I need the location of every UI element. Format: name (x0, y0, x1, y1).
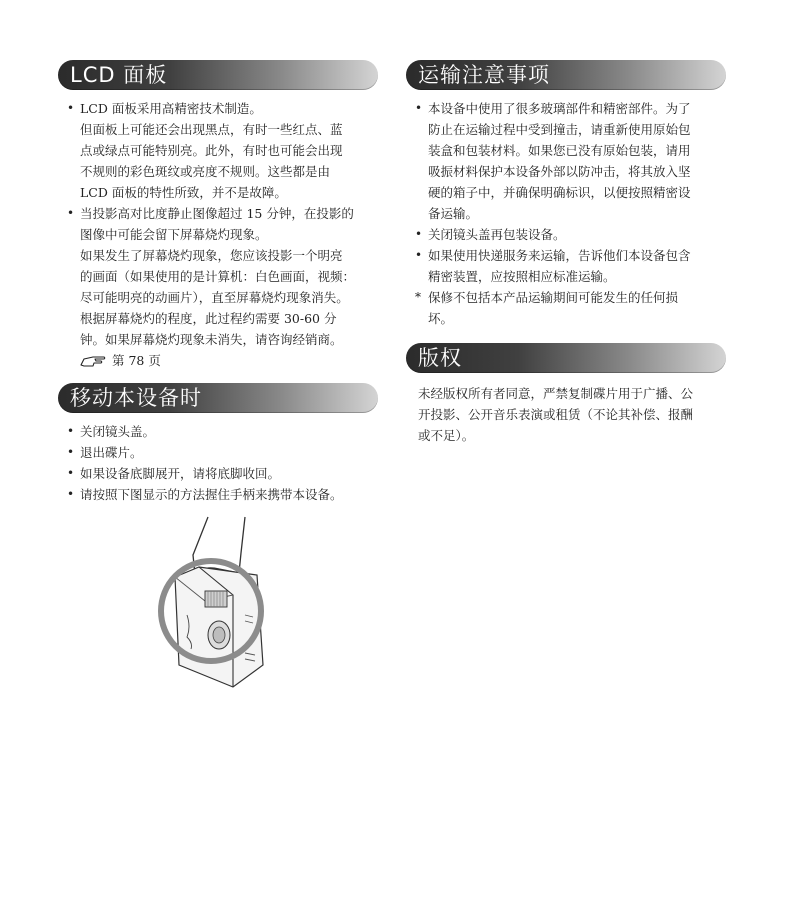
transport-list (406, 98, 726, 329)
moving-section-header (58, 383, 378, 413)
list-item: • LCD 面板采用高精密技术制造。 (67, 101, 262, 116)
page-reference[interactable] (58, 350, 378, 371)
lcd-section-header (58, 60, 378, 90)
transport-section-header (406, 60, 726, 90)
pointing-hand-icon (80, 354, 106, 368)
carry-projector-illustration (153, 515, 283, 695)
moving-heading: 移动本设备时 (70, 386, 202, 410)
list-item: • 关闭镜头盖。 (67, 424, 156, 439)
list-item: • 退出碟片。 (67, 445, 143, 460)
burn-in-paragraph: 如果发生了屏幕烧灼现象，您应该投影一个明亮 的画面（如果使用的是计算机：白色画面，视频： 尽可能明亮的动画片），直至屏幕烧灼现象消失。 根据屏幕烧灼的程度，此过程约需要 30-60 分 钟。如果屏幕烧灼现象未消失，请咨询经销商。 (80, 248, 356, 347)
transport-heading: 运输注意事项 (418, 63, 550, 87)
list-item: • 如果使用快递服务来运输，告诉他们本设备包含 精密装置，应按照相应标准运输。 (415, 248, 691, 284)
page-ref-text: 第 78 页 (112, 353, 161, 368)
lcd-list-2 (58, 203, 378, 245)
copyright-heading: 版权 (418, 346, 462, 370)
copyright-section-header (406, 343, 726, 373)
lcd-paragraph: 但面板上可能还会出现黑点，有时一些红点、蓝 点或绿点可能特别亮。此外，有时也可能会出现 不规则的彩色斑纹或亮度不规则。这些都是由 LCD 面板的特性所致，并不是故障。 (80, 122, 343, 200)
list-item: * 保修不包括本产品运输期间可能发生的任何损 坏。 (415, 290, 679, 326)
copyright-paragraph: 未经版权所有者同意，严禁复制碟片用于广播、公 开投影、公开音乐表演或租赁（不论其补偿、报酬 或不足）。 (418, 386, 694, 443)
left-column (58, 60, 378, 695)
list-item: • 当投影高对比度静止图像超过 15 分钟，在投影的 图像中可能会留下屏幕烧灼现象。 (67, 206, 354, 242)
lcd-list (58, 98, 378, 119)
list-item: • 本设备中使用了很多玻璃部件和精密部件。为了 防止在运输过程中受到撞击，请重新使用原始包 装盒和包装材料。如果您已没有原始包装，请用 吸振材料保护本设备外部以防冲击，将其放入坚 硬的箱子中，并确保明确标识，以便按照精密设 备运输。 (415, 101, 691, 221)
right-column (406, 60, 726, 446)
list-item: • 如果设备底脚展开，请将底脚收回。 (67, 466, 281, 481)
list-item: • 关闭镜头盖再包装设备。 (415, 227, 566, 242)
moving-list (58, 421, 378, 505)
lcd-heading: LCD 面板 (70, 63, 168, 87)
list-item: • 请按照下图显示的方法握住手柄来携带本设备。 (67, 487, 343, 502)
